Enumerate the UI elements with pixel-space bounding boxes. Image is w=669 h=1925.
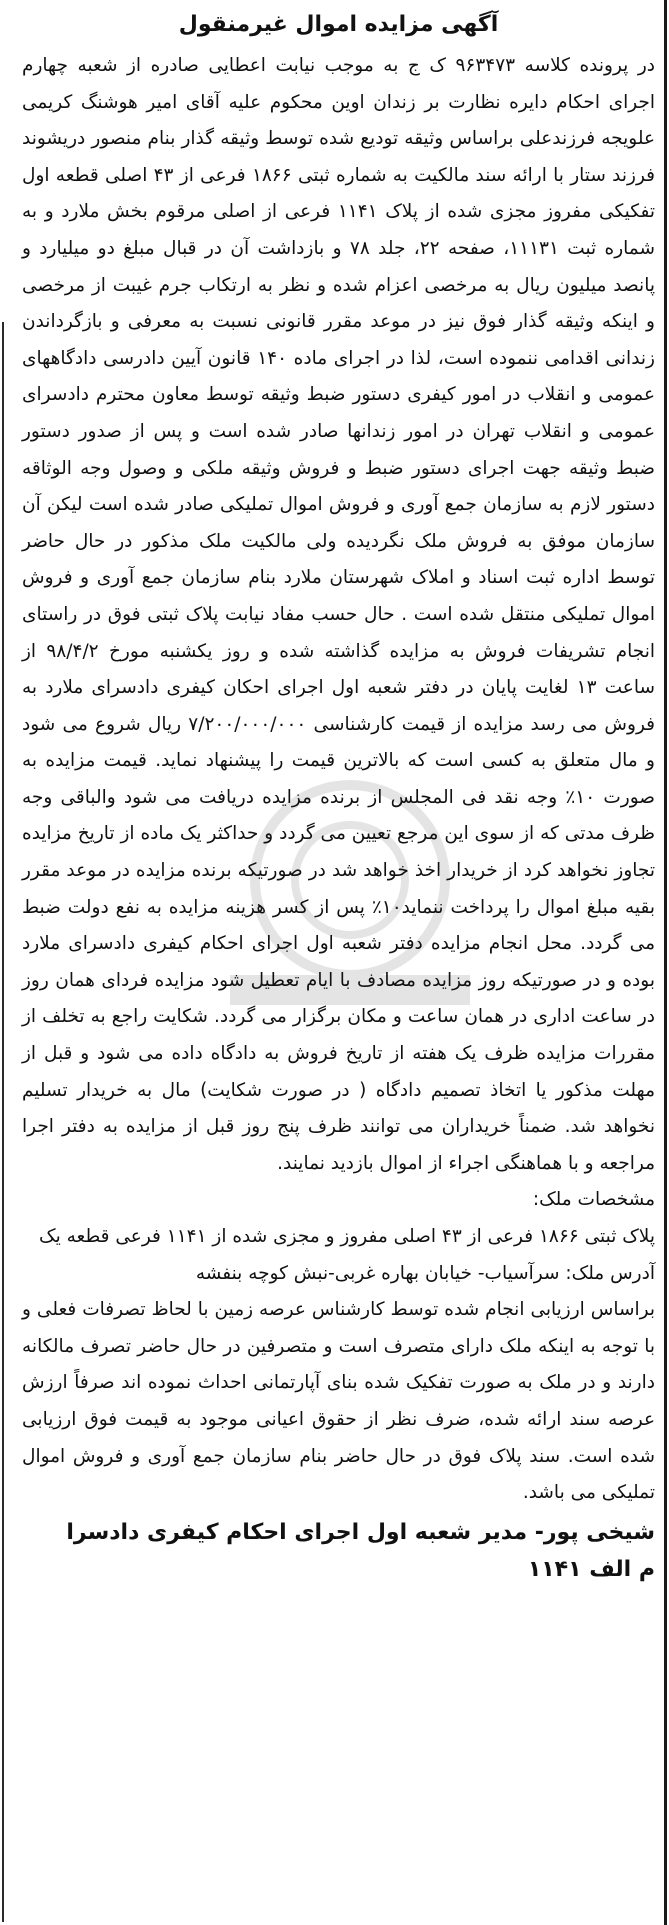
- property-plate-description: پلاک ثبتی ۱۸۶۶ فرعی از ۴۳ اصلی مفروز و مجزی شده از ۱۱۴۱ فرعی قطعه یک: [39, 1226, 655, 1247]
- notice-main-paragraph: در پرونده کلاسه ۹۶۳۴۷۳ ک ج به موجب نیابت اعطایی صادره از شعبه چهارم اجرای احکام دایره نظارت بر زندان اوین محکوم علیه آقای امیر هوشنگ کریمی علویجه فرزندعلی براساس وثیقه تودیع شده توسط وثیقه گذار بنام منصور دریشوند فرزند ستار با ارائه سند مالکیت به شماره ثبتی ۱۸۶۶ فرعی از ۴۳ اصلی قطعه اول تفکیکی مفروز مجزی شده از پلاک ۱۱۴۱ فرعی از اصلی مرقوم بخش ملارد و به شماره ثبت ۱۱۱۳۱، صفحه ۲۲، جلد ۷۸ و بازداشت آن در قبال مبلغ دو میلیارد و پانصد میلیون ریال به مرخصی اعزام شده و نظر به ارتکاب جرم غیبت از مرخصی و اینکه وثیقه گذار فوق نیز در موعد مقرر قانونی نسبت به معرفی و بازگرداندن زندانی اقدامی ننموده است، لذا در اجرای ماده ۱۴۰ قانون آیین دادرسی دادگاههای عمومی و انقلاب در امور کیفری دستور ضبط وثیقه توسط معاون محترم دادسرای عمومی و انقلاب تهران در امور زندانها صادر شده است و پس از صدور دستور ضبط وثیقه جهت اجرای دستور ضبط و فروش وثیقه ملکی و وصول وجه الوثاقه دستور لازم به سازمان جمع آوری و فروش اموال تملیکی صادر شده است لیکن آن سازمان موفق به فروش ملک نگردیده ولی مالکیت ملک مذکور در حال حاضر توسط اداره ثبت اسناد و املاک شهرستان ملارد بنام سازمان جمع آوری و فروش اموال تملیکی منتقل شده است . حال حسب مفاد نیابت پلاک ثبتی فوق در راستای انجام تشریفات فروش به مزایده گذاشته شده و روز یکشنبه مورخ ۹۸/۴/۲ از ساعت ۱۳ لغایت پایان در دفتر شعبه اول اجرای احکان کیفری دادسرای ملارد به فروش می رسد مزایده از قیمت کارشناسی ۷/۲۰۰/۰۰۰/۰۰۰ ریال شروع می شود و مال متعلق به کسی است که بالاترین قیمت را پیشنهاد نماید. قیمت مزایده به صورت ۱۰٪ وجه نقد فی المجلس از برنده مزایده دریافت می شود والباقی وجه ظرف مدتی که از سوی این مرجع تعیین می گردد و حداکثر یک ماده از تاریخ مزایده تجاوز نخواهد کرد از خریدار اخذ خواهد شد در صورتیکه برنده مزایده در موعد مقرر بقیه مبلغ اموال را پرداخت ننماید۱۰٪ پس از کسر هزینه مزایده به نفع دولت ضبط می گردد. محل انجام مزایده دفتر شعبه اول اجرای احکام کیفری دادسرای ملارد بوده و در صورتیکه روز مزایده مصادف با ایام تعطیل شود مزایده فردای همان روز در ساعت اداری در همان ساعت و مکان برگزار می گردد. شکایت راجع به تخلف از مقررات مزایده ظرف یک هفته از تاریخ فروش به دادگاه داده می شود و قبل از مهلت مذکور یا اتخاذ تصمیم دادگاه ( در صورت شکایت) مال به خریدار تسلیم نخواهد شد. ضمناً خریداران می توانند ظرف پنج روز قبل از مزایده به دفتر اجرا مراجعه و با هماهنگی اجراء از اموال بازدید نمایند.: [22, 55, 656, 1174]
- signature-line: شیخی پور- مدیر شعبه اول اجرای احکام کیفری دادسرا: [66, 1519, 655, 1545]
- appraisal-paragraph: براساس ارزیابی انجام شده توسط کارشناس عرصه زمین با لحاظ تصرفات فعلی و با توجه به اینکه ملک دارای متصرف است و متصرفین در حال حاضر تصرف مالکانه دارند و در ملک به صورت تفکیک شده بنای آپارتمانی احداث نموده اند صرفاً ارزش عرصه سند ارائه شده، ضرف نظر از حقوق اعیانی موجود به قیمت فوق ارزیابی شده است. سند پلاک فوق در حال حاضر بنام سازمان جمع آوری و فروش اموال تملیکی می باشد.: [22, 1299, 655, 1504]
- property-address: آدرس ملک: سرآسیاب- خیابان بهاره غربی-نبش کوچه بنفشه: [195, 1262, 655, 1284]
- notice-title: آگهی مزایده اموال غیرمنقول: [178, 12, 499, 37]
- reference-code: م الف ۱۱۴۱: [527, 1556, 655, 1582]
- property-specs-label: مشخصات ملک:: [532, 1189, 655, 1211]
